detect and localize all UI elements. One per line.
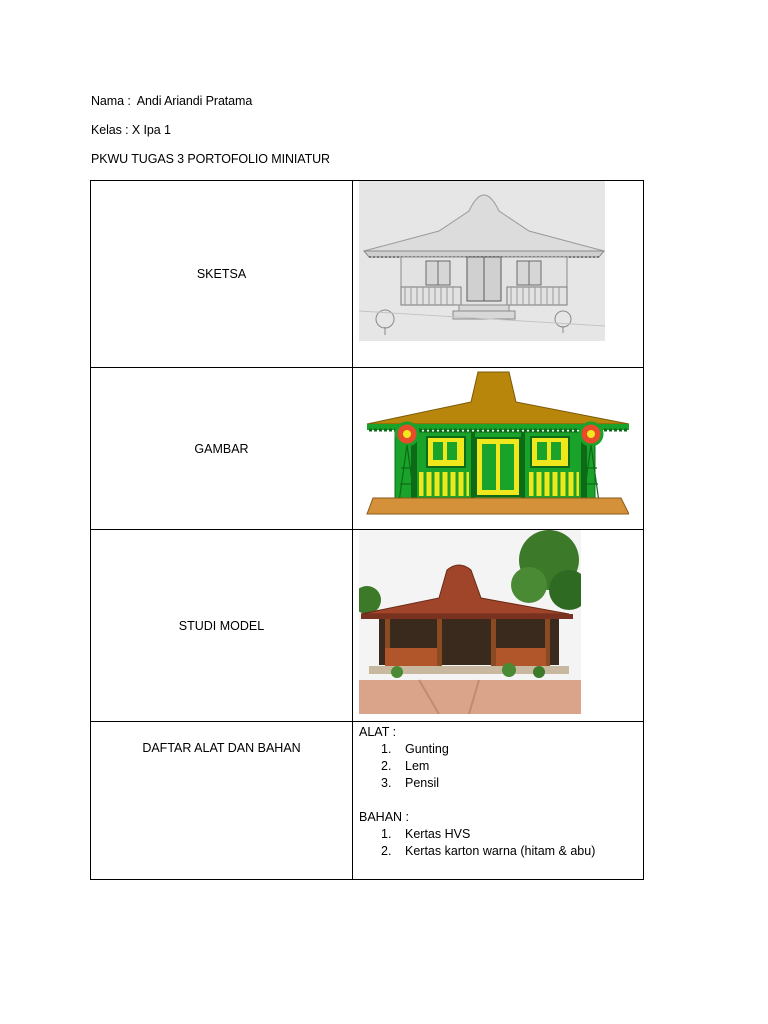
sketch-image bbox=[359, 181, 605, 341]
document-title: PKWU TUGAS 3 PORTOFOLIO MINIATUR bbox=[91, 152, 330, 166]
list-number: 2. bbox=[381, 759, 392, 773]
nama-value: Andi Ariandi Pratama bbox=[136, 94, 253, 108]
row-label-sketsa: SKETSA bbox=[196, 267, 247, 281]
table-row bbox=[91, 530, 644, 722]
nama-label: Nama : bbox=[91, 94, 131, 108]
list-text: Gunting bbox=[405, 742, 449, 756]
drawing-image bbox=[359, 368, 629, 528]
list-number: 2. bbox=[381, 844, 392, 858]
photo-image bbox=[359, 530, 581, 714]
list-item bbox=[359, 826, 643, 843]
list-item bbox=[359, 758, 643, 775]
row-label-gambar: GAMBAR bbox=[194, 441, 249, 456]
spacer bbox=[359, 792, 643, 809]
kelas-line: Kelas : X Ipa 1 bbox=[91, 123, 171, 137]
bahan-heading: BAHAN : bbox=[359, 810, 410, 824]
portfolio-table bbox=[90, 180, 644, 880]
table-row bbox=[91, 181, 644, 368]
label-cell bbox=[91, 530, 353, 722]
nama-line bbox=[91, 94, 252, 108]
label-cell bbox=[91, 181, 353, 368]
list-item bbox=[359, 741, 643, 758]
alat-bahan-list bbox=[359, 722, 643, 860]
list-number: 1. bbox=[381, 827, 392, 841]
list-item bbox=[359, 843, 643, 860]
label-cell bbox=[91, 722, 353, 880]
image-cell bbox=[353, 181, 644, 368]
list-number: 3. bbox=[381, 776, 392, 790]
list-item bbox=[359, 775, 643, 792]
table-row bbox=[91, 722, 644, 880]
list-text: Kertas karton warna (hitam & abu) bbox=[405, 844, 596, 858]
list-text: Pensil bbox=[405, 776, 440, 790]
table-row bbox=[91, 368, 644, 530]
alat-heading: ALAT : bbox=[359, 725, 397, 739]
list-text: Lem bbox=[405, 759, 430, 773]
row-label-studi-model: STUDI MODEL bbox=[178, 618, 265, 633]
list-text: Kertas HVS bbox=[405, 827, 471, 841]
image-cell bbox=[353, 368, 644, 530]
row-label-daftar: DAFTAR ALAT DAN BAHAN bbox=[142, 741, 301, 755]
image-cell bbox=[353, 530, 644, 722]
list-cell bbox=[353, 722, 644, 880]
list-number: 1. bbox=[381, 742, 392, 756]
label-cell bbox=[91, 368, 353, 530]
